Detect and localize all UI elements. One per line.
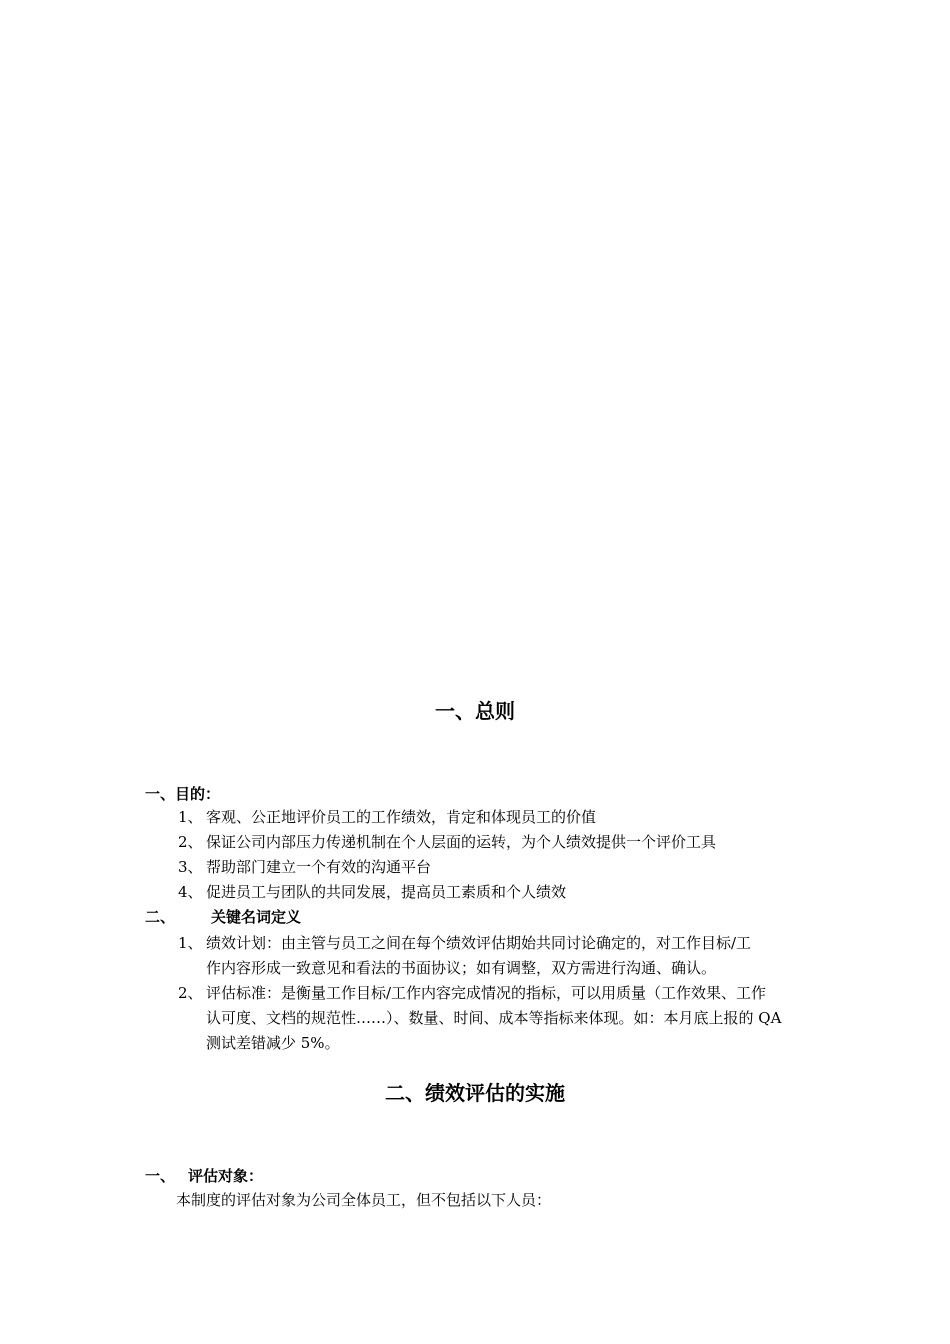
chapter-1-title: 一、总则 xyxy=(435,699,515,723)
definition-item-2-number: 2、 xyxy=(178,984,203,1002)
definition-item-1-number: 1、 xyxy=(178,934,203,952)
section-definitions-number: 二、 xyxy=(145,908,176,926)
purpose-item-4-number: 4、 xyxy=(178,883,203,901)
section-evaluation-target-label: 评估对象： xyxy=(188,1167,264,1185)
evaluation-target-text: 本制度的评估对象为公司全体员工，但不包括以下人员： xyxy=(176,1191,552,1209)
definition-item-2-line-3: 测试差错减少 5%。 xyxy=(206,1034,340,1052)
definition-item-2-line-2: 认可度、文档的规范性……）、数量、时间、成本等指标来体现。如：本月底上报的 QA xyxy=(206,1009,782,1027)
definition-item-2-line-1: 评估标准：是衡量工作目标/工作内容完成情况的指标，可以用质量（工作效果、工作 xyxy=(206,984,767,1002)
purpose-item-3-number: 3、 xyxy=(178,858,203,876)
purpose-item-3-text: 帮助部门建立一个有效的沟通平台 xyxy=(206,858,432,876)
section-definitions-label: 关键名词定义 xyxy=(211,908,302,926)
section-purpose-label: 一、目的： xyxy=(145,785,221,803)
chapter-2-title: 二、绩效评估的实施 xyxy=(385,1081,565,1105)
purpose-item-4-text: 促进员工与团队的共同发展，提高员工素质和个人绩效 xyxy=(206,883,567,901)
purpose-item-1-number: 1、 xyxy=(178,808,203,826)
purpose-item-2-number: 2、 xyxy=(178,833,203,851)
purpose-item-2-text: 保证公司内部压力传递机制在个人层面的运转，为个人绩效提供一个评价工具 xyxy=(206,833,717,851)
definition-item-1-line-2: 作内容形成一致意见和看法的书面协议；如有调整，双方需进行沟通、确认。 xyxy=(206,959,717,977)
purpose-item-1-text: 客观、公正地评价员工的工作绩效，肯定和体现员工的价值 xyxy=(206,808,597,826)
definition-item-1-line-1: 绩效计划：由主管与员工之间在每个绩效评估期始共同讨论确定的，对工作目标/工 xyxy=(206,934,752,952)
section-evaluation-target-number: 一、 xyxy=(145,1167,176,1185)
